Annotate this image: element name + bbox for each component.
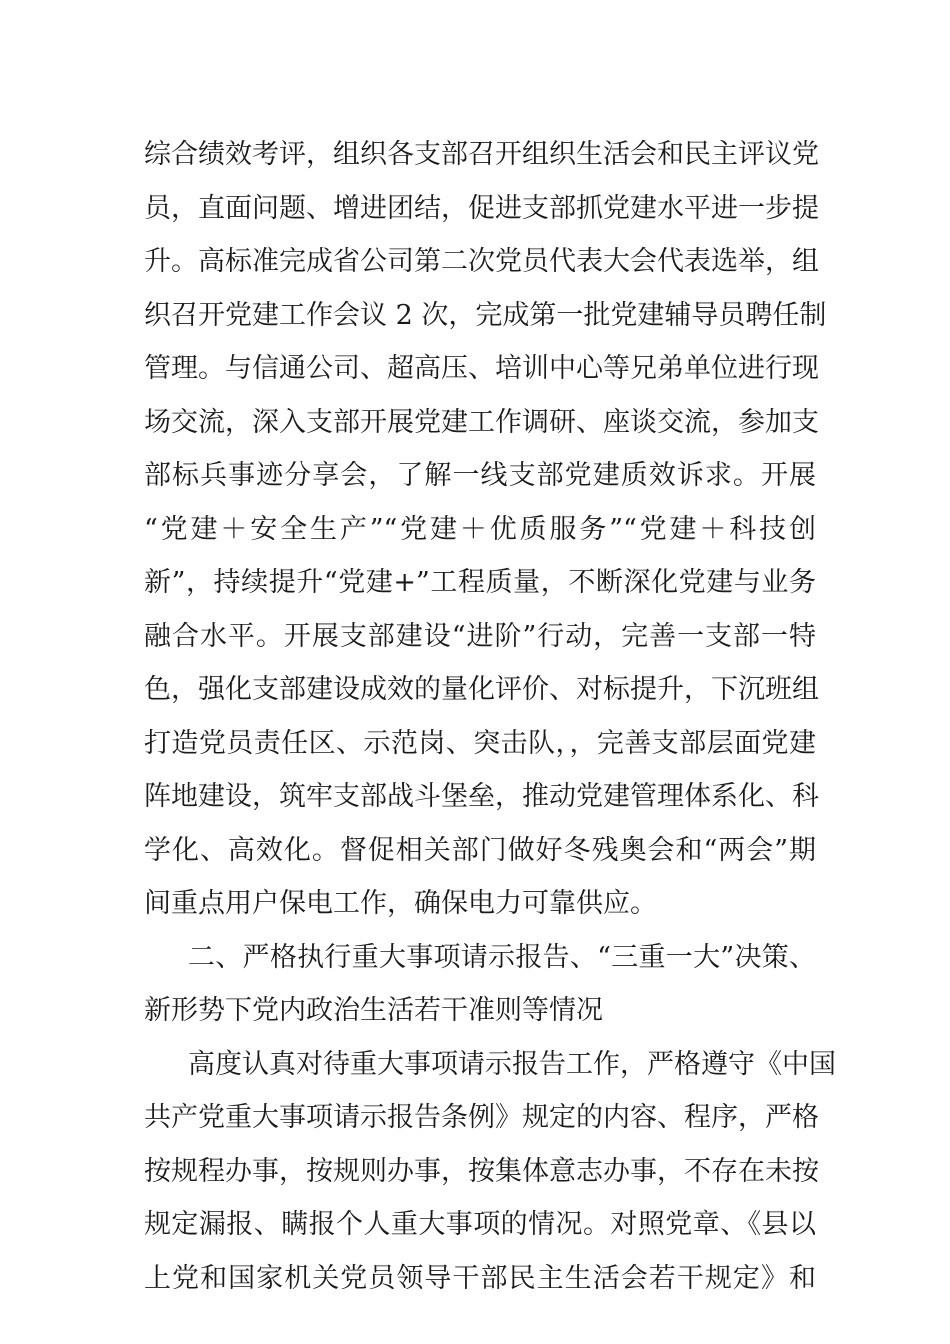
text-line: “党建＋安全生产”“党建＋优质服务”“党建＋科技创 (144, 513, 816, 545)
text-line: 上党和国家机关党员领导干部民主生活会若干规定》和 (144, 1262, 816, 1294)
text-line: 色，强化支部建设成效的量化评价、对标提升，下沉班组 (144, 674, 819, 705)
text-line: 部标兵事迹分享会，了解一线支部党建质效诉求。开展 (144, 460, 816, 491)
text-line: 学化、高效化。督促相关部门做好冬残奥会和“两会”期 (144, 834, 816, 866)
section-heading-continued: 新形势下党内政治生活若干准则等情况 (144, 995, 603, 1026)
text-line: 升。高标准完成省公司第二次党员代表大会代表选举，组 (144, 246, 819, 277)
text-line: 阵地建设，筑牢支部战斗堡垒，推动党建管理体系化、科 (144, 781, 819, 812)
text-line: 织召开党建工作会议 2 次，完成第一批党建辅导员聘任制 (144, 299, 827, 331)
section-heading: 二、严格执行重大事项请示报告、“三重一大”决策、 (188, 941, 816, 973)
text-line: 间重点用户保电工作，确保电力可靠供应。 (144, 888, 657, 919)
text-line: 场交流，深入支部开展党建工作调研、座谈交流，参加支 (144, 406, 819, 438)
text-line: 员，直面问题、增进团结，促进支部抓党建水平进一步提 (144, 192, 819, 224)
text-line: 融合水平。开展支部建设“进阶”行动，完善一支部一特 (144, 620, 816, 652)
text-line: 管理。与信通公司、超高压、培训中心等兄弟单位进行现 (144, 353, 819, 384)
text-line: 新”，持续提升“党建+”工程质量，不断深化党建与业务 (144, 567, 816, 598)
text-line: 打造党员责任区、示范岗、突击队，，完善支部层面党建 (144, 727, 816, 759)
text-line: 综合绩效考评，组织各支部召开组织生活会和民主评议党 (144, 139, 819, 170)
text-line: 高度认真对待重大事项请示报告工作，严格遵守《中国 (188, 1048, 836, 1080)
text-line: 按规程办事，按规则办事，按集体意志办事，不存在未按 (144, 1155, 819, 1187)
text-line: 规定漏报、瞒报个人重大事项的情况。对照党章、《县以 (144, 1209, 816, 1240)
body-text (144, 128, 836, 1305)
text-line: 共产党重大事项请示报告条例》规定的内容、程序，严格 (144, 1102, 819, 1133)
